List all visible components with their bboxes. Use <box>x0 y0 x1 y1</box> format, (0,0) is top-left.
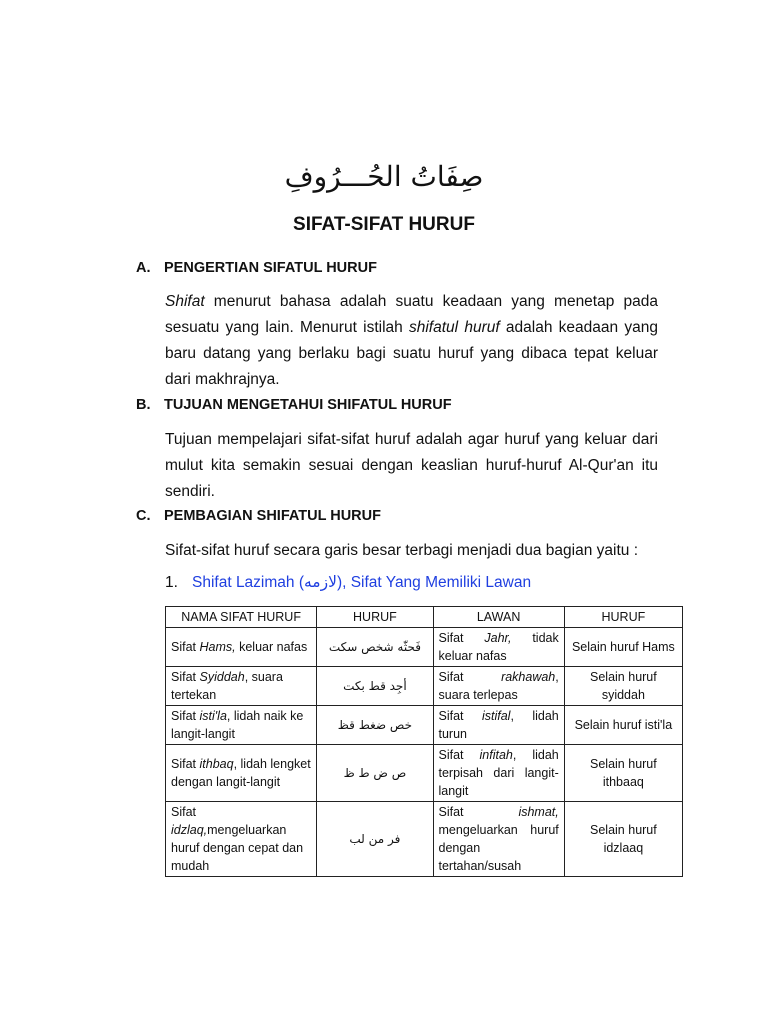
section-a-heading <box>136 260 377 276</box>
cell-lawan: Sifat istifal, lidah turun <box>433 706 564 745</box>
table-header: HURUF <box>317 607 433 628</box>
table-row <box>166 745 683 802</box>
table-header: LAWAN <box>433 607 564 628</box>
section-title: PEMBAGIAN SHIFATUL HURUF <box>164 508 381 524</box>
list-text: Shifat Lazimah (لازمه), Sifat Yang Memiliki Lawan <box>192 574 532 591</box>
cell-huruf: خص ضغط قظ <box>317 706 433 745</box>
section-title: PENGERTIAN SIFATUL HURUF <box>164 260 377 276</box>
cell-nama: Sifat ithbaq, lidah lengket dengan langit-langit <box>166 745 317 802</box>
table-row <box>166 802 683 877</box>
table-row <box>166 706 683 745</box>
section-c-heading <box>136 508 381 524</box>
sifat-table <box>165 606 683 877</box>
cell-huruf: أجِد قط بكت <box>317 667 433 706</box>
section-b-paragraph: Tujuan mempelajari sifat-sifat huruf adalah agar huruf yang keluar dari mulut kita semakin sesuai dengan keaslian huruf-huruf Al-Qur'an itu sendiri. <box>165 431 658 500</box>
page-title: SIFAT-SIFAT HURUF <box>293 214 475 235</box>
cell-nama: Sifat Syiddah, suara tertekan <box>166 667 317 706</box>
section-letter: C. <box>136 508 151 524</box>
cell-huruf-lawan: Selain huruf ithbaaq <box>564 745 682 802</box>
table-header: NAMA SIFAT HURUF <box>166 607 317 628</box>
cell-nama: Sifat idzlaq,mengeluarkan huruf dengan cepat dan mudah <box>166 802 317 877</box>
cell-huruf: ص ض ط ظ <box>317 745 433 802</box>
section-letter: A. <box>136 260 151 276</box>
section-c-paragraph: Sifat-sifat huruf secara garis besar terbagi menjadi dua bagian yaitu : <box>165 542 639 559</box>
table-row <box>166 667 683 706</box>
cell-huruf: فَحثّه شخص سكت <box>317 628 433 667</box>
cell-huruf-lawan: Selain huruf syiddah <box>564 667 682 706</box>
section-title: TUJUAN MENGETAHUI SHIFATUL HURUF <box>164 397 452 413</box>
section-a-paragraph: Shifat menurut bahasa adalah suatu keadaan yang menetap pada sesuatu yang lain. Menurut istilah shifatul huruf adalah keadaan yang baru datang yang berlaku bagi suatu huruf yang dibaca tepat keluar dari makhrajnya. <box>165 293 658 388</box>
section-b-heading <box>136 397 452 413</box>
cell-huruf-lawan: Selain huruf idzlaaq <box>564 802 682 877</box>
cell-lawan: Sifat infitah, lidah terpisah dari langit-langit <box>433 745 564 802</box>
table-header-row <box>166 607 683 628</box>
cell-lawan: Sifat Jahr, tidak keluar nafas <box>433 628 564 667</box>
list-number: 1. <box>165 574 178 591</box>
list-item <box>165 573 531 592</box>
table-header: HURUF <box>564 607 682 628</box>
section-letter: B. <box>136 397 151 413</box>
cell-huruf-lawan: Selain huruf isti'la <box>564 706 682 745</box>
cell-lawan: Sifat ishmat, mengeluarkan huruf dengan tertahan/susah <box>433 802 564 877</box>
cell-huruf: فر من لب <box>317 802 433 877</box>
cell-huruf-lawan: Selain huruf Hams <box>564 628 682 667</box>
cell-lawan: Sifat rakhawah, suara terlepas <box>433 667 564 706</box>
cell-nama: Sifat isti'la, lidah naik ke langit-langit <box>166 706 317 745</box>
table-row <box>166 628 683 667</box>
arabic-title: صِفَاتُ الحُـــرُوفِ <box>284 160 484 193</box>
cell-nama: Sifat Hams, keluar nafas <box>166 628 317 667</box>
